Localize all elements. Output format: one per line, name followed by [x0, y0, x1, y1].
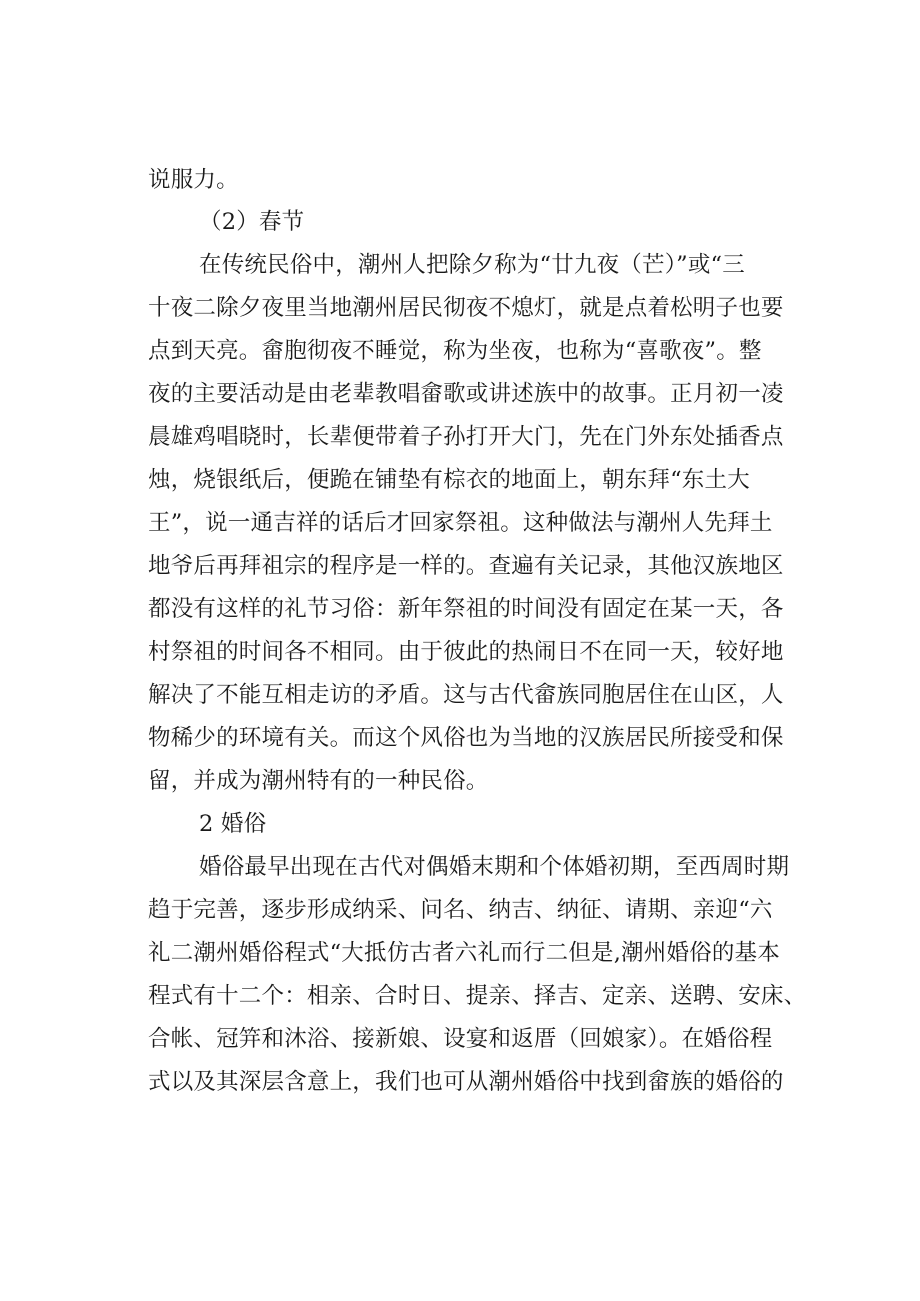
paragraph-line: 烛，烧银纸后，便跪在铺垫有棕衣的地面上，朝东拜“东土大 — [148, 467, 750, 493]
paragraph-line: 王”，说一通吉祥的话后才回家祭祖。这种做法与潮州人先拜土 — [148, 510, 773, 536]
paragraph-line: 都没有这样的礼节习俗：新年祭祖的时间没有固定在某一天，各 — [148, 596, 784, 622]
paragraph-line: 夜的主要活动是由老辈教唱畲歌或讲述族中的故事。正月初一凌 — [148, 381, 784, 407]
paragraph-line: 礼二潮州婚俗程式“大抵仿古者六礼而行二但是,潮州婚俗的基本 — [148, 940, 780, 966]
paragraph-line: 合帐、冠笄和沐浴、接新娘、设宴和返厝（回娘家）。在婚俗程 — [148, 1026, 773, 1052]
paragraph-line: 晨雄鸡唱晓时，长辈便带着子孙打开大门，先在门外东处插香点 — [148, 424, 784, 450]
paragraph-line: 趋于完善，逐步形成纳采、问名、纳吉、纳征、请期、亲迎“六 — [148, 897, 773, 923]
paragraph-line: 点到天亮。畲胞彻夜不睡觉，称为坐夜，也称为“喜歌夜”。整 — [148, 338, 762, 364]
paragraph-line: 程式有十二个：相亲、合时日、提亲、择吉、定亲、送聘、安床、 — [148, 983, 807, 1009]
paragraph-line: 村祭祖的时间各不相同。由于彼此的热闹日不在同一天，较好地 — [148, 639, 784, 665]
paragraph-line: 物稀少的环境有关。而这个风俗也为当地的汉族居民所接受和保 — [148, 725, 784, 751]
paragraph-line: 留，并成为潮州特有的一种民俗。 — [148, 768, 489, 794]
subheading-spring-festival: （2）春节 — [199, 209, 305, 235]
paragraph-line: 婚俗最早出现在古代对偶婚末期和个体婚初期，至西周时期 — [199, 854, 790, 880]
paragraph-line: 在传统民俗中，潮州人把除夕称为“廿九夜（芒）”或“三 — [199, 252, 745, 278]
paragraph-line: 式以及其深层含意上，我们也可从潮州婚俗中找到畲族的婚俗的 — [148, 1069, 784, 1095]
subheading-marriage-customs: 2 婚俗 — [199, 811, 267, 837]
paragraph-line: 解决了不能互相走访的矛盾。这与古代畲族同胞居住在山区，人 — [148, 682, 784, 708]
paragraph-line: 地爷后再拜祖宗的程序是一样的。查遍有关记录，其他汉族地区 — [148, 553, 784, 579]
paragraph-line: 十夜二除夕夜里当地潮州居民彻夜不熄灯，就是点着松明子也要 — [148, 295, 784, 321]
text-line-continuation: 说服力。 — [148, 167, 239, 193]
